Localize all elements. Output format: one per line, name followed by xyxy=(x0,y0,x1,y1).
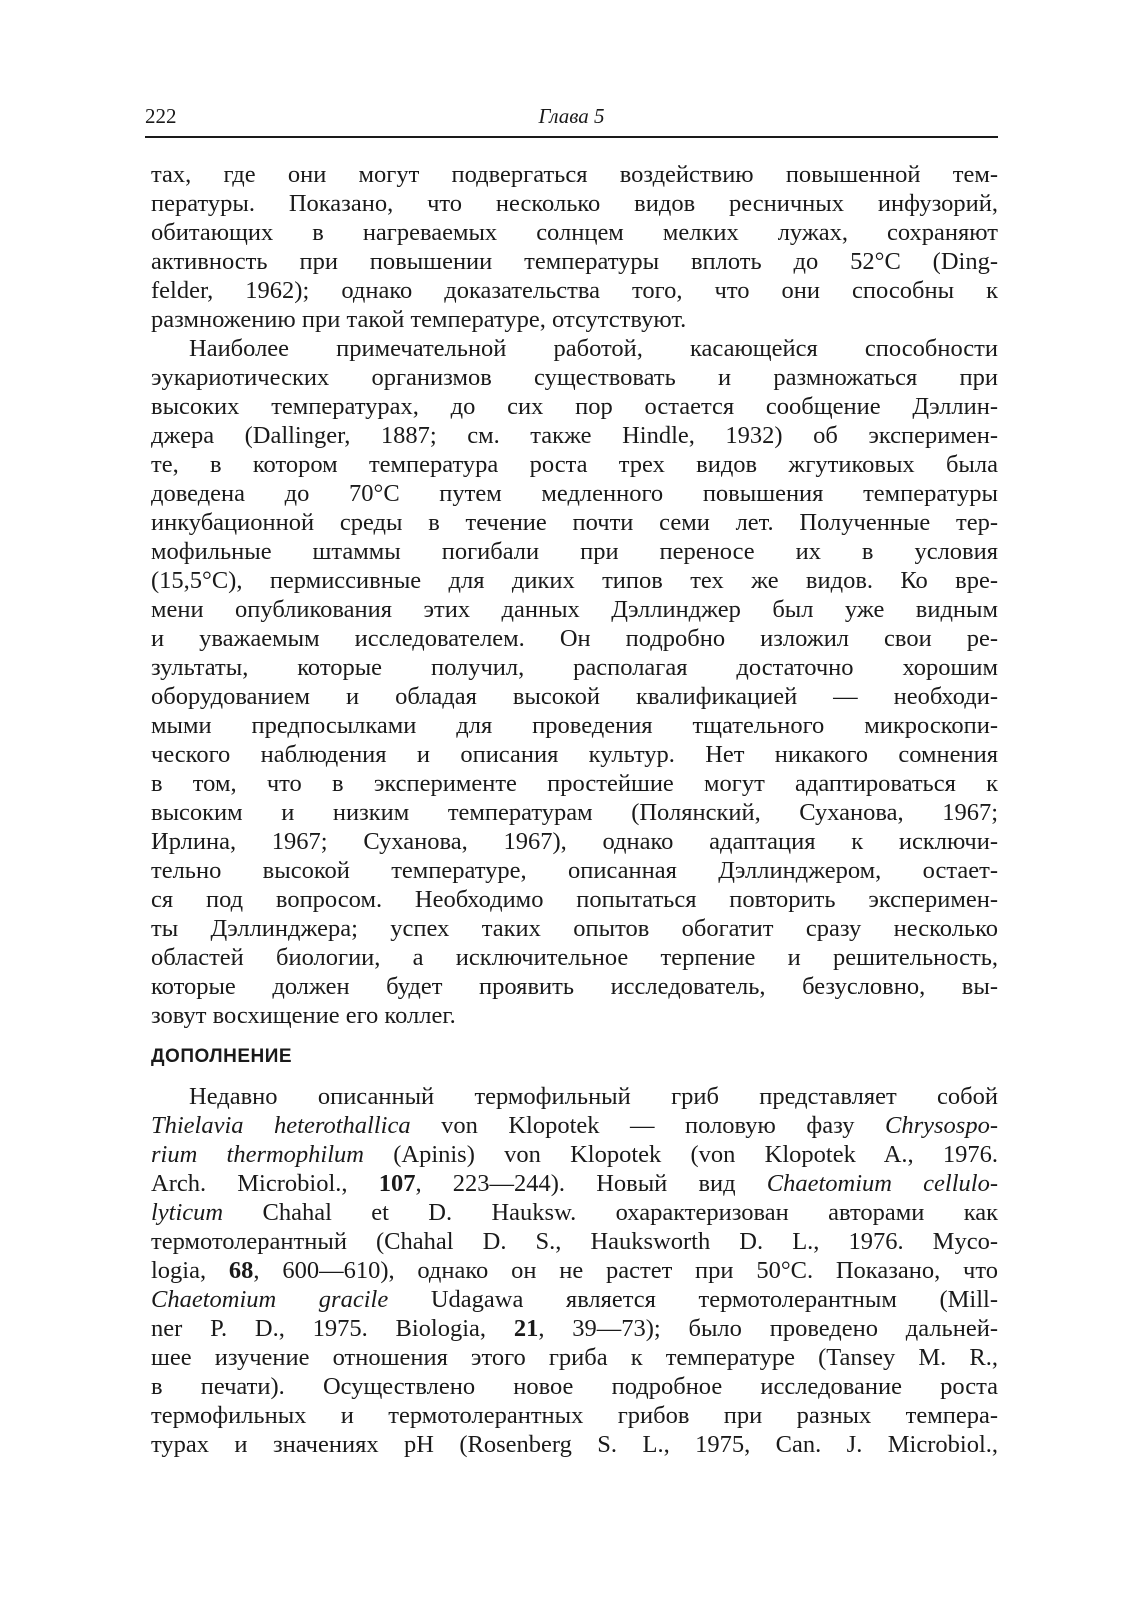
running-title: Глава 5 xyxy=(538,104,605,128)
text-run: турах и значениях pH (Rosenberg S. L., 1975, Can. J. Microbiol., xyxy=(151,1431,998,1458)
text-run: von Klopotek — половую фазу xyxy=(410,1112,886,1139)
text-line: обитающих в нагреваемых солнцем мелких лужах, сохраняют xyxy=(151,219,998,246)
text-line xyxy=(151,1227,998,1256)
italic-taxon: Chaetomium cellulo- xyxy=(766,1170,998,1197)
text-run: , 223—244). Новый вид xyxy=(415,1170,767,1197)
bold-volume: 21 xyxy=(513,1315,539,1342)
text-line xyxy=(151,1169,998,1198)
text-line: felder, 1962); однако доказательства того, что они способны к xyxy=(151,277,998,304)
bold-volume: 107 xyxy=(378,1170,416,1197)
text-line: джера (Dallinger, 1887; см. также Hindle, 1932) об эксперимен- xyxy=(151,422,998,449)
text-line: которые должен будет проявить исследователь, безусловно, вы- xyxy=(151,973,998,1000)
text-line: оборудованием и обладая высокой квалификацией — необходи- xyxy=(151,683,998,710)
italic-taxon: lyticum xyxy=(151,1199,224,1226)
text-line: Наиболее примечательной работой, касающейся способности xyxy=(189,335,998,362)
text-line xyxy=(151,1401,998,1430)
text-line: Ирлина, 1967; Суханова, 1967), однако адаптация к исключи- xyxy=(151,828,998,855)
text-line xyxy=(151,1198,998,1227)
text-line: в том, что в эксперименте простейшие могут адаптироваться к xyxy=(151,770,998,797)
paragraph xyxy=(151,334,998,1030)
text-run: ner P. D., 1975. Biologia, xyxy=(151,1315,514,1342)
text-line: мени опубликования этих данных Дэллинджер был уже видным xyxy=(151,596,998,623)
main-text xyxy=(151,160,998,1030)
text-run: в печати). Осуществлено новое подробное исследование роста xyxy=(151,1373,998,1400)
text-line: инкубационной среды в течение почти семи лет. Полученные тер- xyxy=(151,509,998,536)
text-line: пературы. Показано, что несколько видов ресничных инфузорий, xyxy=(151,190,998,217)
text-line: (15,5°С), пермиссивные для диких типов тех же видов. Ко вре- xyxy=(151,567,998,594)
text-line: зультаты, которые получил, располагая достаточно хорошим xyxy=(151,654,998,681)
italic-taxon: rium thermophilum xyxy=(151,1141,364,1168)
text-line: активность при повышении температуры вплоть до 52°С (Ding- xyxy=(151,248,998,275)
text-line xyxy=(151,1285,998,1314)
text-line xyxy=(151,1343,998,1372)
page-header xyxy=(145,100,998,138)
text-line xyxy=(151,1256,998,1285)
text-run: Udagawa является термотолерантным (Mill- xyxy=(388,1286,998,1313)
text-line xyxy=(151,1430,998,1459)
text-line: высоким и низким температурам (Полянский, Суханова, 1967; xyxy=(151,799,998,826)
italic-taxon: Thielavia heterothallica xyxy=(151,1112,411,1139)
italic-taxon: Chaetomium gracile xyxy=(151,1286,389,1313)
text-run: термотолерантный (Chahal D. S., Hauksworth D. L., 1976. Myco- xyxy=(151,1228,998,1255)
text-line: эукариотических организмов существовать и размножаться при xyxy=(151,364,998,391)
text-line: зовут восхищение его коллег. xyxy=(151,1002,456,1029)
text-line xyxy=(151,1082,998,1111)
text-run: Недавно описанный термофильный гриб представляет собой xyxy=(189,1083,998,1110)
text-line: доведена до 70°С путем медленного повышения температуры xyxy=(151,480,998,507)
text-run: , 39—73); было проведено дальней- xyxy=(538,1315,998,1342)
text-run: Arch. Microbiol., xyxy=(151,1170,379,1197)
text-line: областей биологии, а исключительное терпение и решительность, xyxy=(151,944,998,971)
text-line: тельно высокой температуре, описанная Дэллинджером, остает- xyxy=(151,857,998,884)
text-line: ты Дэллинджера; успех таких опытов обогатит сразу несколько xyxy=(151,915,998,942)
text-run: (Apinis) von Klopotek (von Klopotek A., 1976. xyxy=(363,1141,998,1168)
text-line xyxy=(151,1140,998,1169)
text-line: тах, где они могут подвергаться воздействию повышенной тем- xyxy=(151,161,998,188)
bold-volume: 68 xyxy=(228,1257,254,1284)
text-line xyxy=(151,1111,998,1140)
italic-taxon: Chrysospo- xyxy=(885,1112,998,1139)
text-line xyxy=(151,1314,998,1343)
text-run: термофильных и термотолерантных грибов при разных темпера- xyxy=(151,1402,998,1429)
text-line: те, в котором температура роста трех видов жгутиковых была xyxy=(151,451,998,478)
text-line: размножению при такой температуре, отсутствуют. xyxy=(151,306,687,333)
paragraph xyxy=(151,160,998,334)
text-run: Chahal et D. Hauksw. охарактеризован авторами как xyxy=(223,1199,998,1226)
text-run: logia, xyxy=(151,1257,229,1284)
text-run: , 600—610), однако он не растет при 50°С. Показано, что xyxy=(253,1257,998,1284)
addendum-text xyxy=(151,1082,998,1459)
text-line: и уважаемым исследователем. Он подробно изложил свои ре- xyxy=(151,625,998,652)
text-line: ся под вопросом. Необходимо попытаться повторить эксперимен- xyxy=(151,886,998,913)
section-heading: ДОПОЛНЕНИЕ xyxy=(151,1046,293,1067)
text-run: шее изучение отношения этого гриба к температуре (Tansey M. R., xyxy=(151,1344,998,1371)
text-line xyxy=(151,1372,998,1401)
page-number: 222 xyxy=(145,104,177,128)
text-line: мыми предпосылками для проведения тщательного микроскопи- xyxy=(151,712,998,739)
text-line: высоких температурах, до сих пор остается сообщение Дэллин- xyxy=(151,393,998,420)
text-line: ческого наблюдения и описания культур. Нет никакого сомнения xyxy=(151,741,998,768)
text-line: мофильные штаммы погибали при переносе их в условия xyxy=(151,538,998,565)
